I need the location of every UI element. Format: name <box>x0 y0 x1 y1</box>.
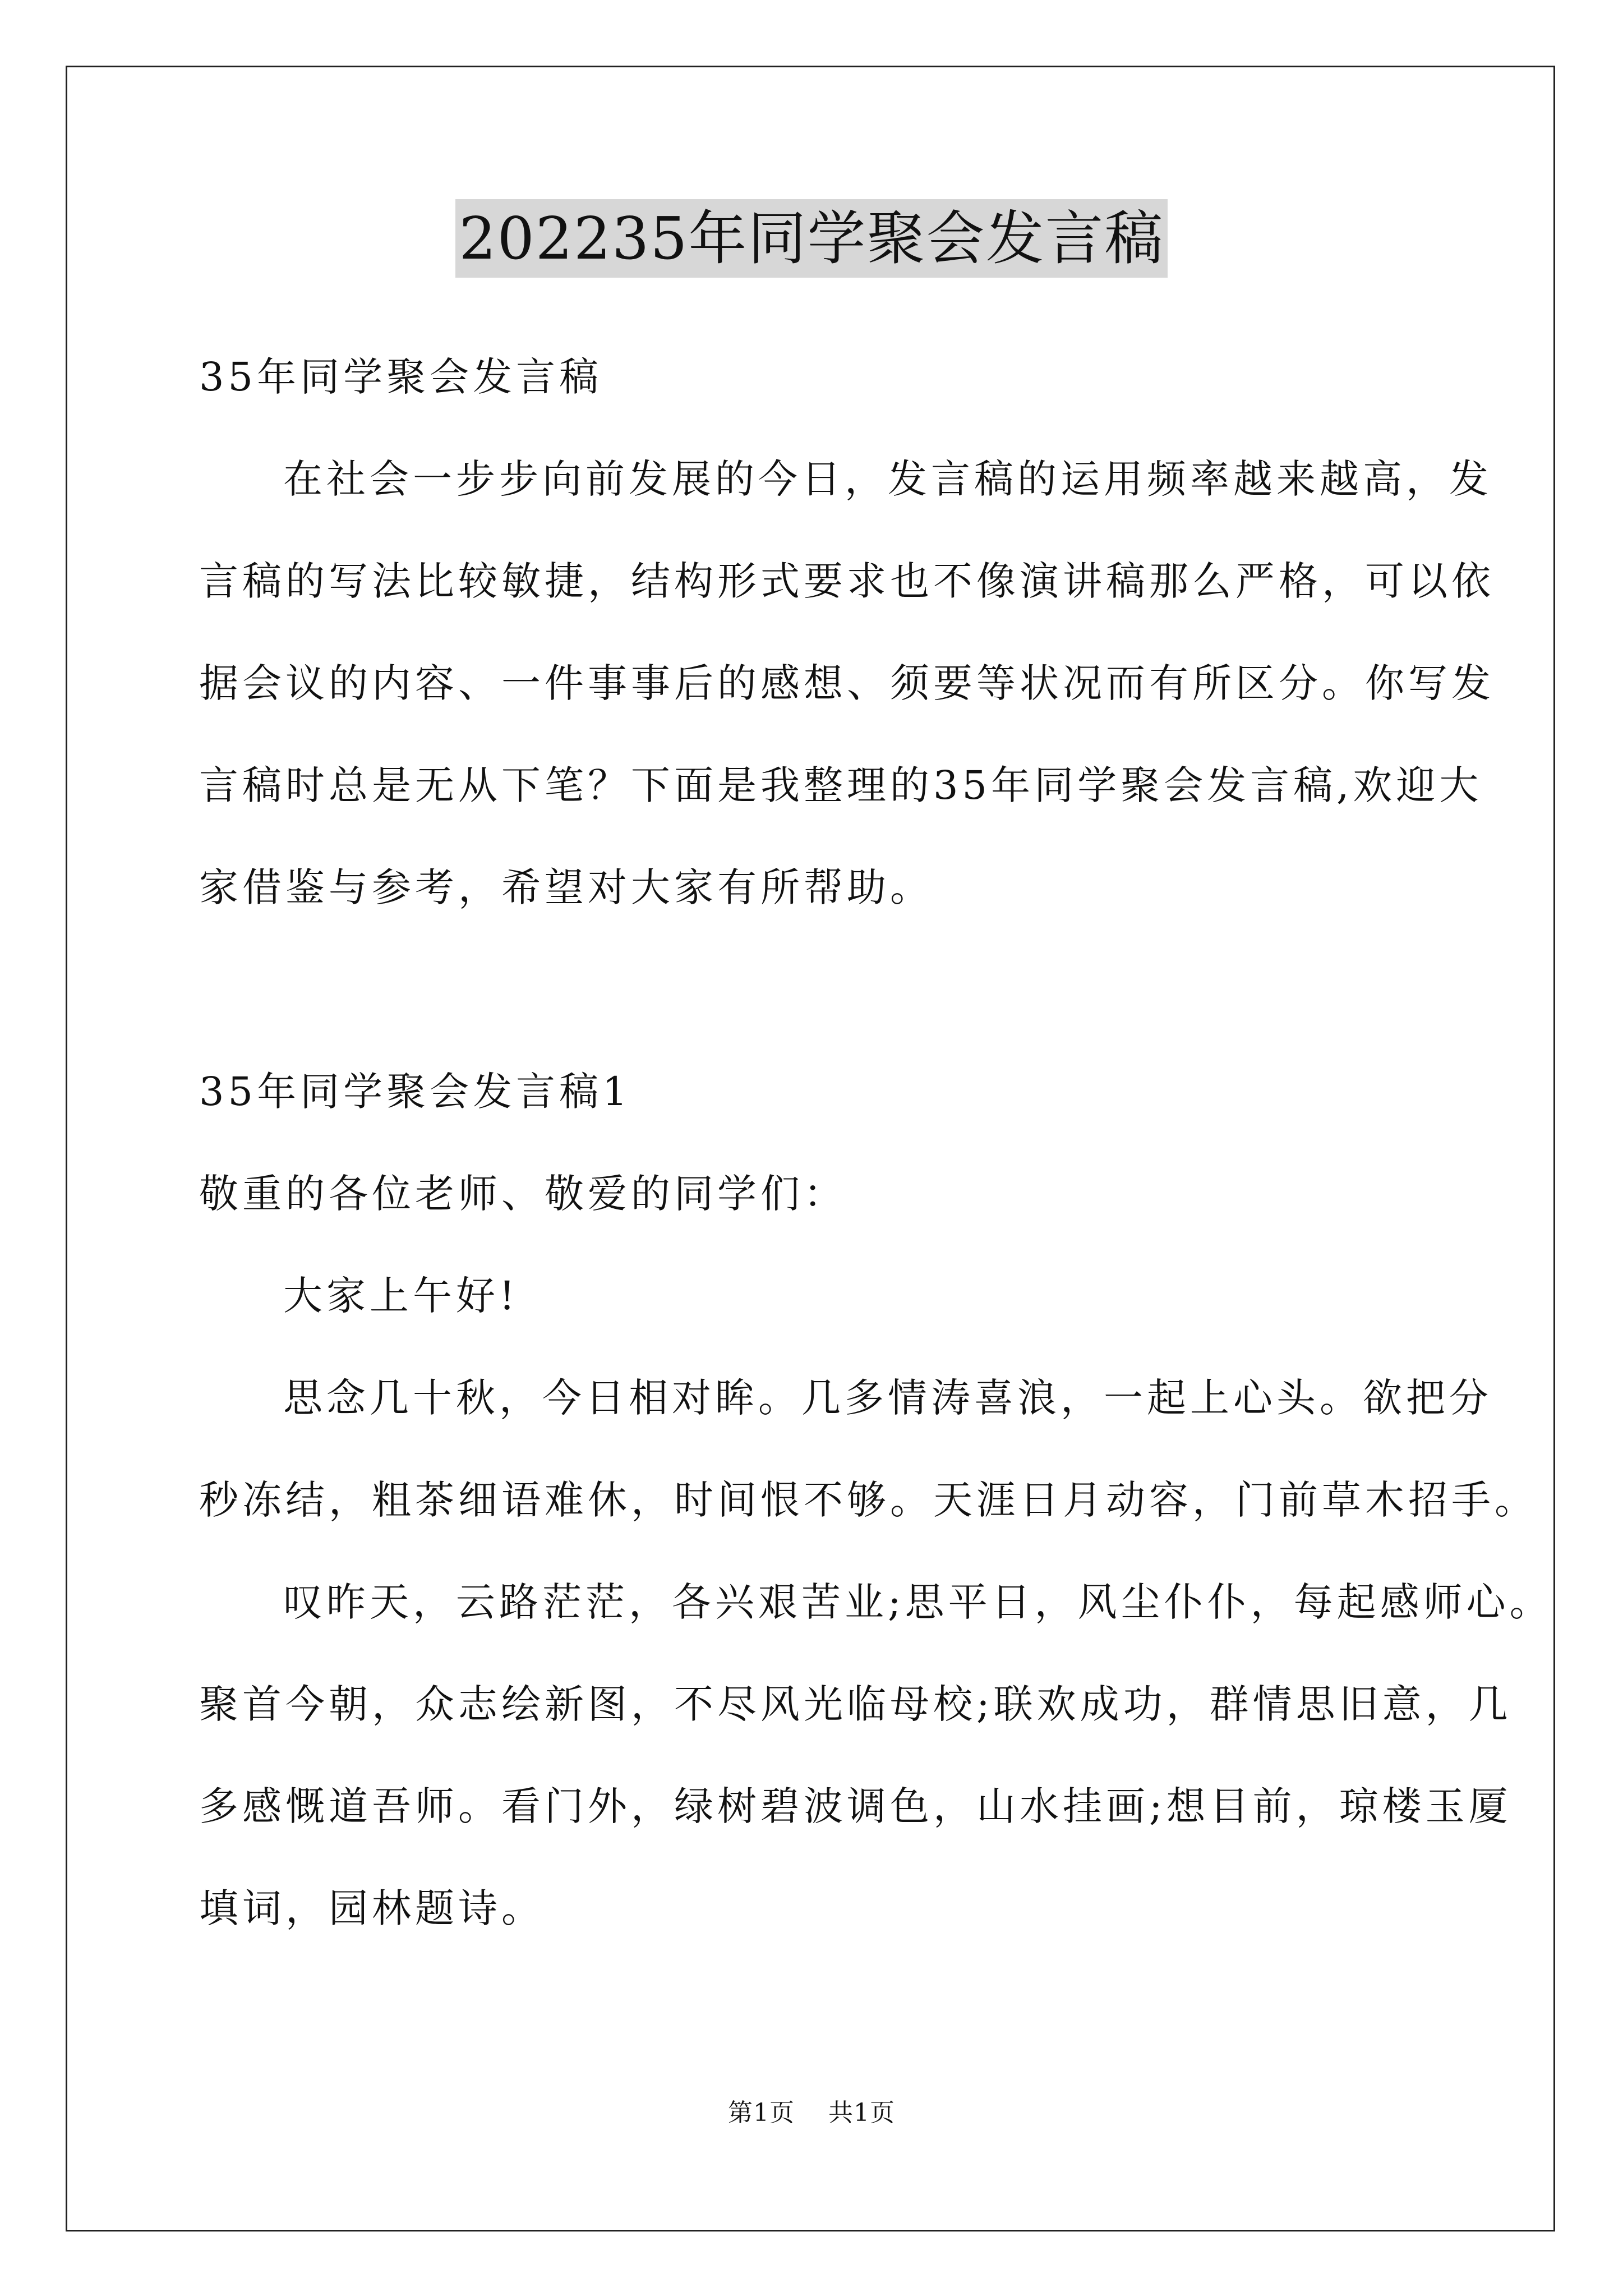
intro-line-2: 言稿的写法比较敏捷，结构形式要求也不像演讲稿那么严格，可以依 <box>199 558 1495 604</box>
document-body <box>199 339 1553 1973</box>
title-container <box>0 199 1623 278</box>
intro-line-5: 家借鉴与参考，希望对大家有所帮助。 <box>199 864 933 910</box>
paragraph-gap <box>199 952 1433 1054</box>
intro-line-3: 据会议的内容、一件事事后的感想、须要等状况而有所区分。你写发 <box>199 660 1495 706</box>
section-heading: 35年同学聚会发言稿1 <box>199 1069 631 1115</box>
subtitle: 35年同学聚会发言稿 <box>199 354 603 400</box>
para2-line-4: 填词，园林题诗。 <box>199 1885 545 1931</box>
document-title: 202235年同学聚会发言稿 <box>455 199 1167 278</box>
page-number-current: 第1页 <box>728 2099 795 2127</box>
para2-line-3: 多感慨道吾师。看门外，绿树碧波调色，山水挂画;想目前，琼楼玉厦 <box>199 1783 1512 1829</box>
intro-line-4: 言稿时总是无从下笔？下面是我整理的35年同学聚会发言稿,欢迎大 <box>199 762 1483 808</box>
salutation: 敬重的各位老师、敬爱的同学们： <box>199 1171 847 1217</box>
para1-line-1: 思念几十秋，今日相对眸。几多情涛喜浪，一起上心头。欲把分 <box>283 1375 1492 1421</box>
page-number-total: 共1页 <box>828 2099 895 2127</box>
para2-line-2: 聚首今朝，众志绘新图，不尽风光临母校;联欢成功，群情思旧意，几 <box>199 1681 1512 1727</box>
para1-line-2: 秒冻结，粗茶细语难休，时间恨不够。天涯日月动容，门前草木招手。 <box>199 1477 1538 1523</box>
greeting: 大家上午好! <box>283 1273 519 1319</box>
page-footer <box>0 2092 1623 2128</box>
intro-line-1: 在社会一步步向前发展的今日，发言稿的运用频率越来越高，发 <box>283 456 1492 502</box>
para2-line-1: 叹昨天，云路茫茫，各兴艰苦业;思平日，风尘仆仆，每起感师心。 <box>283 1579 1553 1625</box>
